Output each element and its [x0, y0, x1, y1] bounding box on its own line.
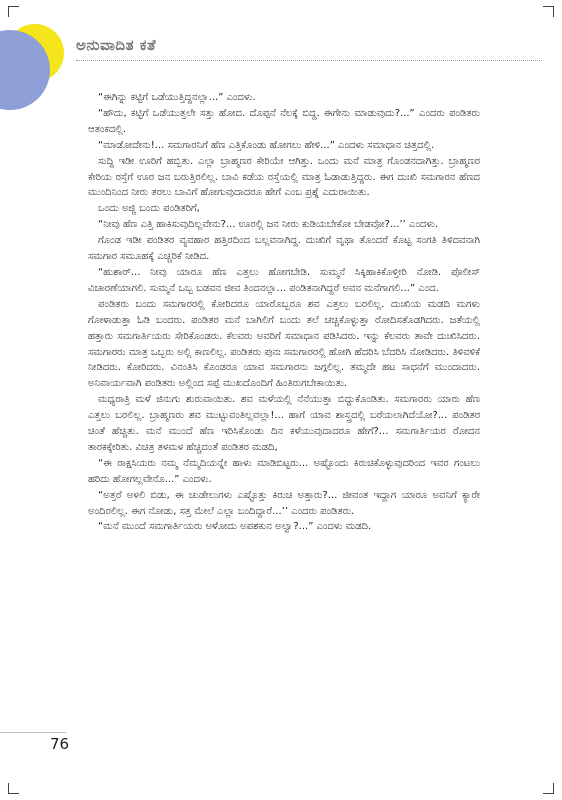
- section-title: ಅನುವಾದಿತ ಕತೆ: [76, 36, 157, 54]
- paragraph: ಮಧ್ಯರಾತ್ರಿ ಮಳೆ ಜಿನುಗು ಶುರುವಾಯಿತು. ಶವ ಮಳೆಯಲ್ಲಿ ನೆನೆಯುತ್ತಾ ಬಿದ್ದುಕೊಂಡಿತು. ಸಮಗಾರರು ಯಾರು ಹೆಣ ಎತ್ತಲು ಬರಲಿಲ್ಲ. ಬ್ರಾಹ್ಮಣರು ಶವ ಮುಟ್ಟುವಂತಿಲ್ಲವಲ್ಲಾ!... ಹಾಗೆ ಯಾವ ಶಾಸ್ತ್ರದಲ್ಲಿ ಬರೆಯಲಾಗಿದೆಯೋ?... ಪಂಡಿತರ ಚಿಂತೆ ಹೆಚ್ಚಿತು. ಮನೆ ಮುಂದೆ ಹೆಣ ಇರಿಸಿಕೊಂಡು ದಿನ ಕಳೆಯುವುದಾದರೂ ಹೇಗೆ?... ಸಮಗಾರ್ತಿಯರ ರೋದನ ತಾರಕಕ್ಕೇರಿತು. ವಿಚಿತ್ರ ತಳಮಳ ಹೆಚ್ಚಿದಂತೆ ಪಂಡಿತರ ಮಡದಿ,: [88, 394, 480, 453]
- paragraph: “ಈಗಿನ್ನು ಕಟ್ಟಿಗೆ ಒಡೆಯುತ್ತಿದ್ದನಲ್ಲಾ...” ಎಂದಳು.: [98, 92, 256, 103]
- paragraph: “ಈ ರಾಕ್ಷಸಿಯರು ನಮ್ಮ ನೆಮ್ಮದಿಯನ್ನೇ ಹಾಳು ಮಾಡಿಬಿಟ್ಟರು... ಅಷ್ಟೊಂದು ಕಿರುಚಿಕೊಳ್ಳುವುದರಿಂದ ಇವರ ಗಂಟಲು ಹರಿದು ಹೋಗಲ್ಲವೇನೊ...” ಎಂದಳು.: [88, 457, 480, 485]
- crop-mark-bottom-right: [543, 783, 554, 794]
- paragraph: “ಹೌದು, ಕಟ್ಟಿಗೆ ಒಡೆಯುತ್ತಲೇ ಸತ್ತು ಹೋದ. ದೊಪ್ಪನೆ ನೆಲಕ್ಕೆ ಬಿದ್ದ. ಈಗೇನು ಮಾಡುವುದು?...” ಎಂದರು ಪಂಡಿತರು ಆತಂಕದಲ್ಲಿ.: [88, 107, 480, 135]
- paragraph: ಪಂಡಿತರು ಬಂದು ಸಮಗಾರರಲ್ಲಿ ಕೋರಿದರೂ ಯಾರೊಬ್ಬರೂ ಶವ ಎತ್ತಲು ಬರಲಿಲ್ಲ. ದುಃಖಿಯ ಮಡದಿ ಮಗಳು ಗೋಳಾಡುತ್ತಾ ಓಡಿ ಬಂದರು. ಪಂಡಿತರ ಮನೆ ಬಾಗಿಲಿಗೆ ಬಂದು ತಲೆ ಚಚ್ಚಿಕೊಳ್ಳುತ್ತಾ ರೋದಿಸತೊಡಗಿದರು. ಜತೆಯಲ್ಲಿ ಹತ್ತಾರು ಸಮಗಾರ್ತಿಯರು ಸೇರಿಕೊಂಡರು. ಕೆಲವರು ಅವರಿಗೆ ಸಮಾಧಾನ ಪಡಿಸಿದರು. ಇನ್ನು ಕೆಲವರು ತಾವೇ ದುಃಖಿಸಿದರು. ಸಮಗಾರರು ಮಾತ್ರ ಒಬ್ಬರು ಅಲ್ಲಿ ಕಾಣಲಿಲ್ಲ. ಪಂಡಿತರು ಪುನಃ ಸಮಗಾರರಲ್ಲಿ ಹೋಗಿ ಹೆದರಿಸಿ ಬೆದರಿಸಿ ನೋಡಿದರು. ತಿಳಿವಳಿಕೆ ನೀಡಿದರು. ಕೋರಿದರು. ವಿನಂತಿಸಿ ಕೊಂಡರೂ ಯಾವ ಸಮಗಾರನು ಜಗ್ಗಲಿಲ್ಲ. ತಮ್ಮದೇ ಹಟ ಸಾಧನೆಗೆ ಮುಂದಾದರು. ಅನಿವಾರ್ಯವಾಗಿ ಪಂಡಿತರು ಅಲ್ಲಿಂದ ಸಪ್ಪೆ ಮುಖದೊಂದಿಗೆ ಹಿಂತಿರುಗಬೇಕಾಯಿತು.: [88, 298, 480, 390]
- paragraph: “ಮನೆ ಮುಂದೆ ಸಮಗಾರ್ತಿಯರು ಅಳೋದು ಅಪಶಕುನ ಅಲ್ವಾ?...” ಎಂದಳು ಮಡದಿ.: [98, 521, 372, 533]
- page-number: 76: [50, 735, 70, 753]
- crop-mark-top-right: [543, 6, 554, 17]
- paragraph: ಒಂದು ಅಜ್ಜಿ ಬಂದು ಪಂಡಿತರಿಗೆ,: [98, 203, 200, 215]
- paragraph: “ನೀವು ಹೆಣ ಎತ್ತಿ ಹಾಕಿಸುವುದಿಲ್ಲವೇನು?... ಊರಲ್ಲಿ ಜನ ನೀರು ಕುಡಿಯಬೇಕೋ ಬೇಡವೋ?...’’ ಎಂದಳು.: [98, 219, 439, 231]
- paragraph: “ಮಾಡೋದೇನು!... ಸಮಗಾರನಿಗೆ ಹೆಣ ಎತ್ತಿಕೊಂಡು ಹೋಗಲು ಹೇಳಿ...” ಎಂದಳು ಸಮಾಧಾನ ಚಿತ್ತದಲ್ಲಿ.: [98, 139, 435, 151]
- paragraph: “ಹುಶಾರ್... ನೀವು ಯಾರೂ ಹೆಣ ಎತ್ತಲು ಹೋಗಬೇಡಿ. ಸುಮ್ಮನೆ ಸಿಕ್ಕಿಹಾಕಿಕೊಳ್ತೀರಿ ನೋಡಿ. ಪೊಲೀಸ್ ವಿಚಾರಣೆಯಾಗಲಿ. ಸುಮ್ಮನೆ ಒಬ್ಬ ಬಡವನ ಜೀವ ತಿಂದನಲ್ಲಾ... ಪಂಡಿತನಾಗಿದ್ದರೆ ಅವನ ಮನೆಗಾಗಲಿ...” ಎಂದ.: [88, 266, 480, 294]
- crop-mark-top-left: [8, 6, 19, 17]
- paragraph: ಸುದ್ದಿ ಇಡೀ ಊರಿಗೆ ಹಬ್ಬಿತು. ಎಲ್ಲಾ ಬ್ರಾಹ್ಮಣರ ಕೇರಿಯೇ ಆಗಿತ್ತು. ಒಂದು ಮನೆ ಮಾತ್ರ ಗೊಂಡನದಾಗಿತ್ತು. ಬ್ರಾಹ್ಮಣರ ಕೇರಿಯ ರಸ್ತೆಗೆ ಊರ ಜನ ಬರುತ್ತಿರಲಿಲ್ಲ. ಬಾವಿ ಕಡೆಯ ರಸ್ತೆಯಲ್ಲಿ ಮಾತ್ರ ಓಡಾಡುತ್ತಿದ್ದರು. ಈಗ ದುಃಖಿ ಸಮಗಾರನ ಹೆಣದ ಮುಂದಿನಿಂದ ನೀರು ತರಲು ಬಾವಿಗೆ ಹೋಗುವುದಾದರೂ ಹೇಗೆ ಎಂಬ ಪ್ರಶ್ನೆ ಎದುರಾಯಿತು.: [88, 155, 480, 199]
- footer-rule: [0, 732, 66, 733]
- paragraph: ಗೊಂಡ ಇಡೀ ಪಂಡಿತರ ವ್ಯವಹಾರ ಹತ್ತಿರದಿಂದ ಬಲ್ಲವನಾಗಿದ್ದ. ದುಃಖಿಗೆ ವೃಥಾ ತೊಂದರೆ ಕೊಟ್ಟ ಸಂಗತಿ ತಿಳಿದವನಾಗಿ ಸಮಗಾರ ಸಮೂಹಕ್ಕೆ ಎಚ್ಚರಿಕೆ ನೀಡಿದ.: [88, 235, 480, 263]
- paragraph: “ಅತ್ತರೆ ಅಳಲಿ ಬಿಡು, ಈ ಚುಡೇಲುಗಳು ಎಷ್ಟೊತ್ತು ಕಿರುಚಿ ಅತ್ತಾರು?... ಜೀವಂತ ಇದ್ದಾಗ ಯಾರೂ ಅವನಿಗೆ ಕ್ಯಾರೇ ಅಂದಿರಲಿಲ್ಲ. ಈಗ ನೋಡು, ಸತ್ತ ಮೇಲೆ ಎಲ್ಲಾ ಬಂದಿದ್ದಾರೆ...’’ ಎಂದರು ಪಂಡಿತರು.: [88, 489, 480, 517]
- crop-mark-bottom-left: [8, 783, 19, 794]
- header-dotted-rule: [76, 60, 542, 61]
- story-body: [88, 90, 480, 535]
